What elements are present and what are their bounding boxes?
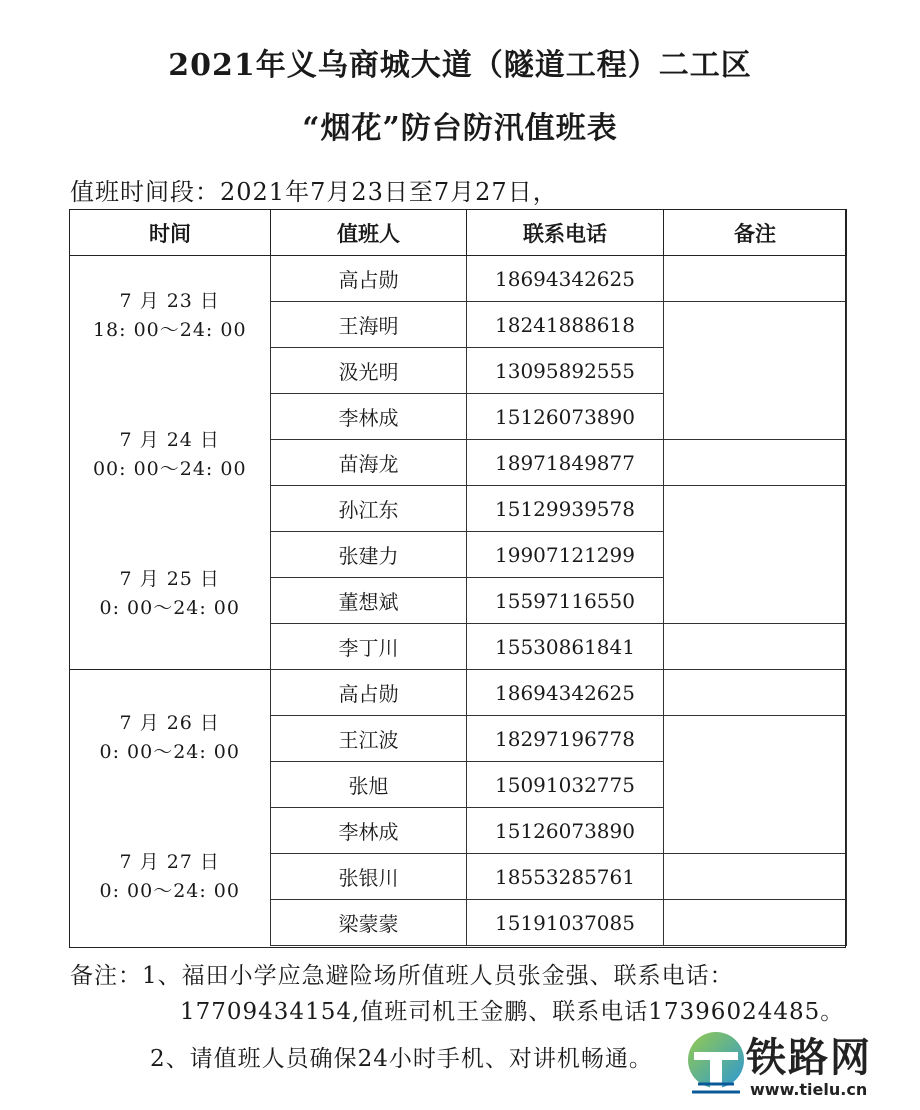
time-slot-range: 0: 00～24: 00: [99, 879, 240, 902]
person-name: 张银川: [271, 854, 467, 900]
phone-number: 15126073890: [467, 394, 664, 440]
remark-cell: [664, 670, 847, 716]
remark-cell: [664, 302, 847, 440]
phone-number: 13095892555: [467, 348, 664, 394]
person-name: 王海明: [271, 302, 467, 348]
table-row: [70, 670, 847, 716]
phone-number: 18297196778: [467, 716, 664, 762]
time-slot-date: 7 月 26 日: [119, 711, 220, 734]
person-name: 孙江东: [271, 486, 467, 532]
remark-cell: [664, 256, 847, 302]
phone-number: 18694342625: [467, 256, 664, 302]
person-name: 李林成: [271, 394, 467, 440]
note-line-1: 备注：1、福田小学应急避险场所值班人员张金强、联系电话：: [70, 963, 734, 989]
note-line-2: 17709434154,值班司机王金鹏、联系电话17396024485。: [180, 999, 845, 1025]
phone-number: 18553285761: [467, 854, 664, 900]
time-slot-range: 18: 00～24: 00: [92, 318, 247, 341]
document-title-line1: 2021年义乌商城大道（隧道工程）二工区: [168, 48, 752, 83]
time-slot-range: 0: 00～24: 00: [99, 740, 240, 763]
phone-number: 18971849877: [467, 440, 664, 486]
time-cell-group-1: [70, 256, 271, 670]
phone-number: 15129939578: [467, 486, 664, 532]
time-slot-date: 7 月 25 日: [119, 567, 220, 590]
person-name: 王江波: [271, 716, 467, 762]
time-slot-range: 00: 00～24: 00: [92, 457, 247, 480]
remark-cell: [664, 440, 847, 486]
person-name: 高占勋: [271, 670, 467, 716]
time-cell-group-2: [70, 670, 271, 946]
person-name: 苗海龙: [271, 440, 467, 486]
remark-cell: [664, 624, 847, 670]
person-name: 高占勋: [271, 256, 467, 302]
header-time: 时间: [70, 210, 271, 256]
phone-number: 18694342625: [467, 670, 664, 716]
person-name: 汲光明: [271, 348, 467, 394]
railway-logo-icon: [684, 1022, 748, 1106]
time-slot-date: 7 月 23 日: [119, 289, 220, 312]
person-name: 董想斌: [271, 578, 467, 624]
phone-number: 15597116550: [467, 578, 664, 624]
person-name: 张建力: [271, 532, 467, 578]
remark-cell: [664, 900, 847, 946]
person-name: 张旭: [271, 762, 467, 808]
tielu-watermark: [684, 1020, 920, 1110]
watermark-brand: 铁路网: [746, 1035, 872, 1081]
remark-cell: [664, 486, 847, 624]
phone-number: 15191037085: [467, 900, 664, 946]
phone-number: 15530861841: [467, 624, 664, 670]
header-phone: 联系电话: [467, 210, 664, 256]
table-row: [70, 256, 847, 302]
remark-cell: [664, 854, 847, 900]
person-name: 李林成: [271, 808, 467, 854]
phone-number: 15091032775: [467, 762, 664, 808]
document-title-line2: “烟花”防台防汛值班表: [302, 111, 618, 146]
phone-number: 18241888618: [467, 302, 664, 348]
table-header-row: [70, 210, 847, 256]
remark-cell: [664, 716, 847, 854]
phone-number: 15126073890: [467, 808, 664, 854]
header-person: 值班人: [271, 210, 467, 256]
watermark-url: www.tielu.cn: [750, 1080, 868, 1099]
duty-table: [69, 209, 847, 946]
time-slot-date: 7 月 27 日: [119, 850, 220, 873]
header-remark: 备注: [664, 210, 847, 256]
note-line-3: 2、请值班人员确保24小时手机、对讲机畅通。: [150, 1046, 653, 1072]
person-name: 李丁川: [271, 624, 467, 670]
time-slot-date: 7 月 24 日: [119, 428, 220, 451]
time-slot-range: 0: 00～24: 00: [99, 596, 240, 619]
duty-period: 值班时间段：2021年7月23日至7月27日，: [70, 178, 558, 206]
person-name: 梁蒙蒙: [271, 900, 467, 946]
phone-number: 19907121299: [467, 532, 664, 578]
